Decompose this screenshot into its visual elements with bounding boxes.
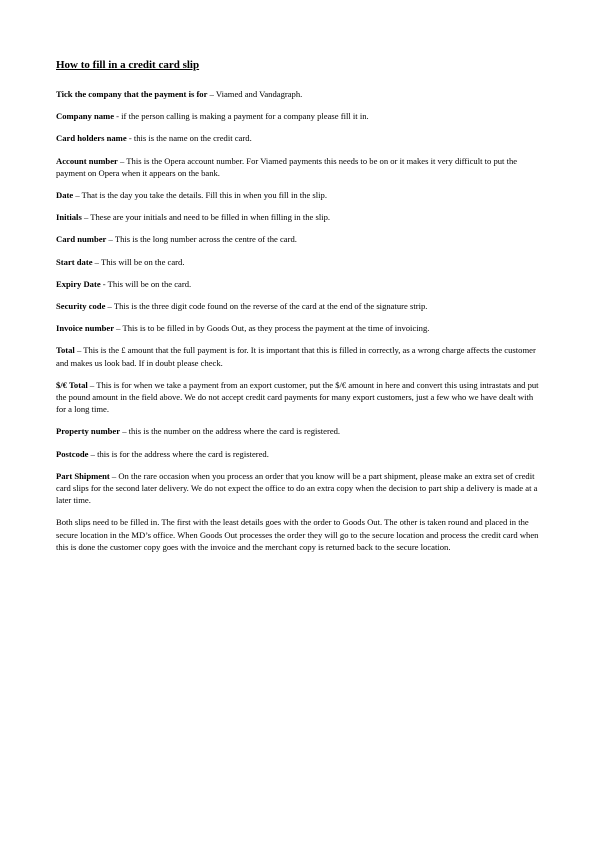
entry-start-date [56, 256, 540, 268]
entry-term: Date [56, 190, 74, 201]
entry-term: Initials [56, 212, 82, 223]
entry-term: Company name [56, 111, 115, 122]
entry-text: – On the rare occasion when you process an order that you know will be a part shipment, please make an extra set of credit card slips for the second later delivery. We do not expect the office to do an extra copy when the decision to part ship a delivery is made at a later time. [56, 470, 538, 506]
entry-text: - if the person calling is making a payment for a company please fill it in. [114, 111, 369, 122]
entry-invoice-number [56, 322, 540, 334]
entry-text: – This is to be filled in by Goods Out, as they process the payment at the time of invoicing. [114, 323, 430, 334]
entry-term: Card number [56, 234, 107, 245]
entry-term: Card holders name [56, 133, 127, 144]
entry-term: Invoice number [56, 323, 115, 334]
entry-dollar-euro-total [56, 379, 540, 416]
entry-text: – this is the number on the address where the card is registered. [120, 426, 341, 437]
entry-text: – That is the day you take the details. Fill this in when you fill in the slip. [73, 190, 327, 201]
entry-text: – This is the three digit code found on the reverse of the card at the end of the signature strip. [105, 301, 428, 312]
document-title: How to fill in a credit card slip [56, 59, 200, 71]
entry-term: Postcode [56, 448, 89, 459]
entry-text: - this is the name on the credit card. [126, 133, 252, 144]
entry-term: Security code [56, 301, 106, 312]
entry-initials [56, 211, 540, 223]
entry-term: Expiry Date [56, 278, 101, 289]
entry-term: Part Shipment [56, 470, 110, 481]
entry-term: $/€ Total [56, 379, 88, 390]
entry-text: – These are your initials and need to be filled in when filling in the slip. [81, 212, 331, 223]
entry-text: – This is the Opera account number. For Viamed payments this needs to be on or it makes it very difficult to put the payment on Opera when it appears on the bank. [56, 155, 518, 178]
entry-account-number [56, 155, 540, 179]
entry-text: – This is the long number across the centre of the card. [106, 234, 297, 245]
entry-card-number [56, 233, 540, 245]
entry-property-number [56, 425, 540, 437]
entry-postcode [56, 448, 540, 460]
entry-company-tick [56, 88, 540, 100]
entry-term: Total [56, 345, 75, 356]
entry-text: – this is for the address where the card is registered. [88, 448, 269, 459]
closing-paragraph: Both slips need to be filled in. The first with the least details goes with the order to Goods Out. The other is taken round and placed in the secure location in the MD’s office. When Goods Out processes the order they will go to the secure location and process the credit card when this is done the customer copy goes with the invoice and the merchant copy is returned back to the secure location. [56, 517, 539, 552]
entry-text: – This will be on the card. [92, 256, 185, 267]
entry-part-shipment [56, 470, 540, 507]
entry-expiry-date [56, 278, 540, 290]
entry-text: - This will be on the card. [100, 278, 192, 289]
entry-text: – This is the £ amount that the full payment is for. It is important that this is filled in correctly, as a wrong charge affects the customer and makes us look bad. If in doubt please check. [56, 345, 536, 368]
entry-term: Account number [56, 155, 118, 166]
entry-card-holders-name [56, 132, 540, 144]
entry-date [56, 189, 540, 201]
document-page [56, 58, 540, 563]
entry-term: Tick the company that the payment is for [56, 89, 208, 99]
entry-term: Property number [56, 426, 121, 437]
entry-company-name [56, 110, 540, 122]
entry-text: – Viamed and Vandagraph. [207, 89, 303, 99]
entry-total [56, 344, 540, 368]
entry-term: Start date [56, 256, 93, 267]
entry-text: – This is for when we take a payment from an export customer, put the $/€ amount in here and convert this using intrastats and put the pound amount in the field above. We do not accept credit card payments for many export customers, just a few who we have dealt with for a long time. [56, 379, 539, 415]
entry-security-code [56, 300, 540, 312]
